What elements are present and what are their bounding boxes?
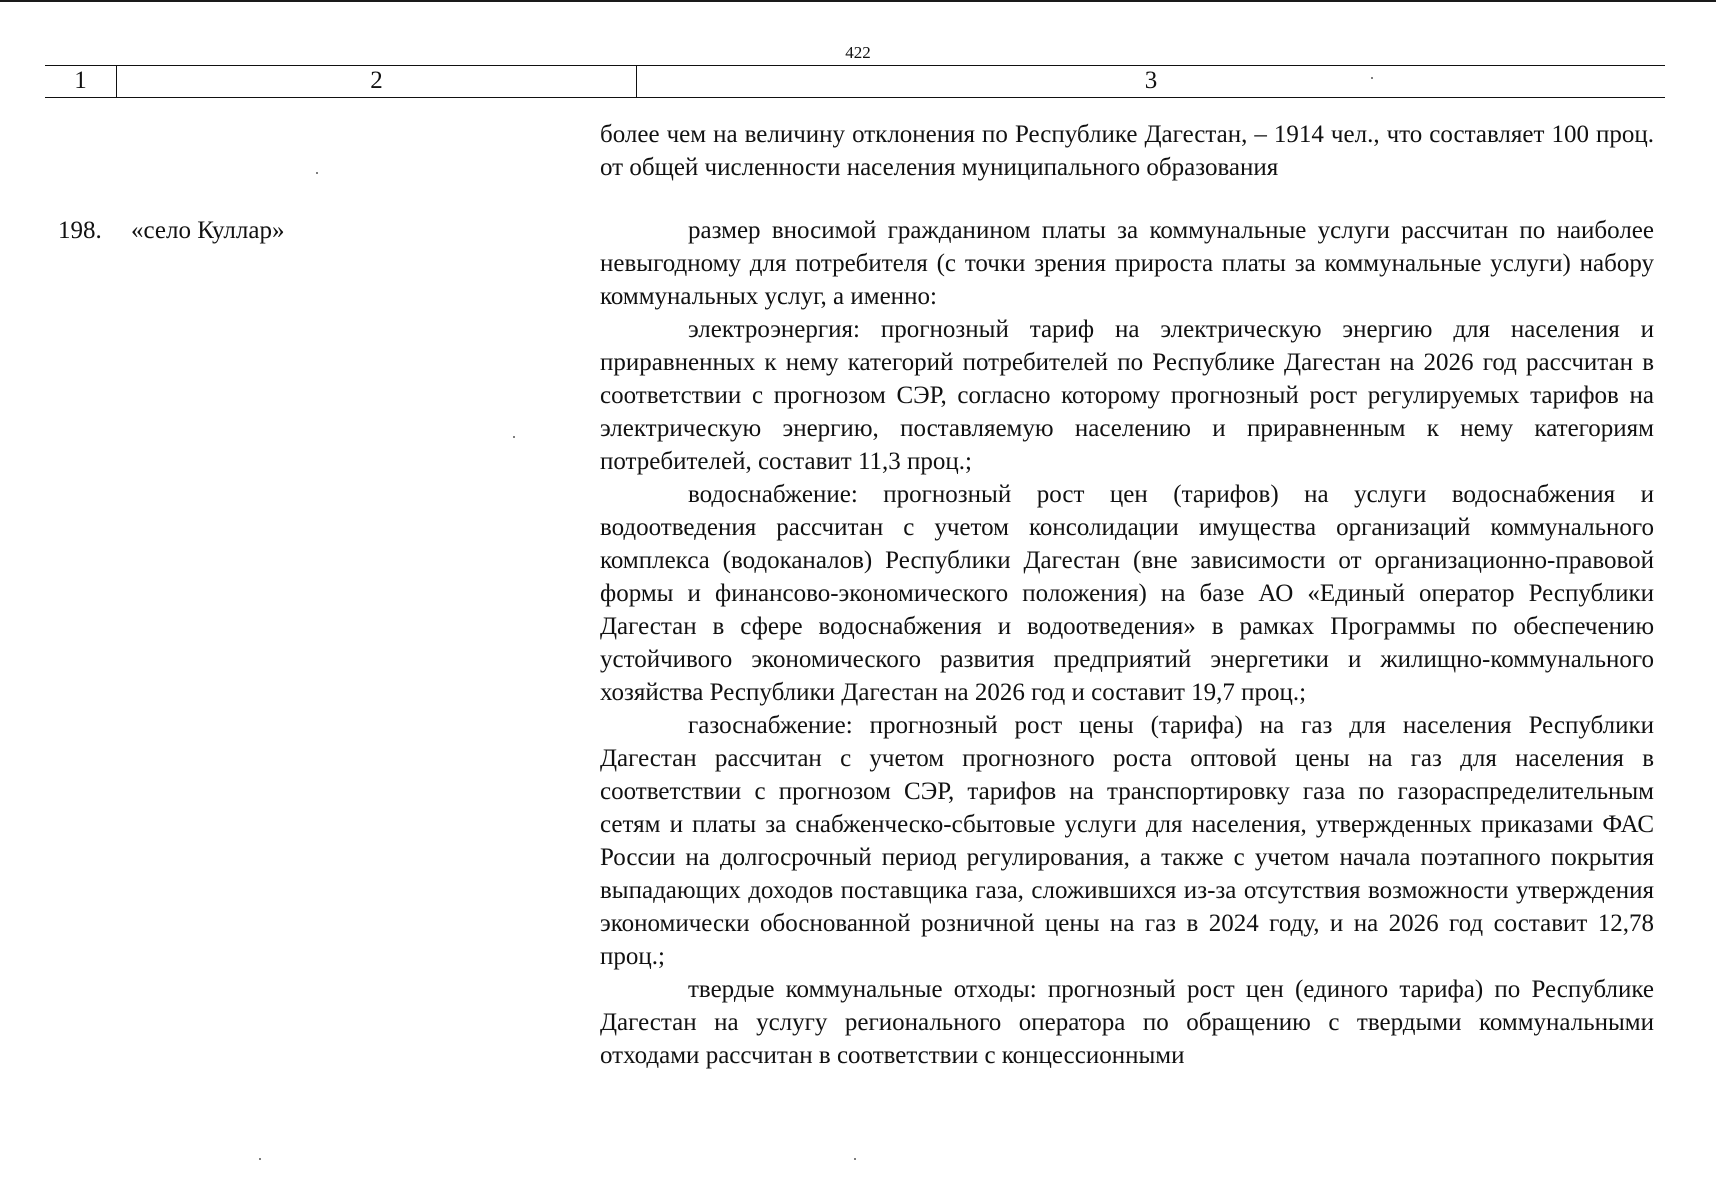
table-header-col-1: 1 [45,66,117,97]
paragraph-gas: газоснабжение: прогнозный рост цены (тарифа) на газ для населения Республики Дагестан рассчитан с учетом прогнозного роста оптовой цены на газ для населения в соответствии с прогнозом СЭР, тарифов на транспортировку газа по газораспределительным сетям и платы за снабженческо-сбытовые услуги для населения, утвержденных приказами ФАС России на долгосрочный период регулирования, а также с учетом начала поэтапного покрытия выпадающих доходов поставщика газа, сложившихся из-за отсутствия возможности утверждения экономически обоснованной розничной цены на газ в 2024 году, и на 2026 год составит 12,78 проц.; [600,712,1654,970]
scan-speck [259,1158,261,1160]
scan-speck [513,436,515,438]
scan-speck [1371,77,1373,79]
row-number: 198. [58,217,102,244]
table-header-row [45,65,1665,98]
paragraph-waste: твердые коммунальные отходы: прогнозный рост цен (единого тарифа) по Республике Дагестан на услугу регионального оператора по обращению с твердыми коммунальными отходами рассчитан в соответствии с концессионными [600,976,1654,1069]
scan-speck [316,172,318,174]
row-description [600,214,1654,1072]
page-number: 422 [845,43,871,62]
scan-edge-line [0,0,1716,2]
paragraph-water: водоснабжение: прогнозный рост цен (тарифов) на услуги водоснабжения и водоотведения рассчитан с учетом консолидации имущества организаций коммунального комплекса (водоканалов) Республики Дагестан (вне зависимости от организационно-правовой формы и финансово-экономического положения) на базе АО «Единый оператор Республики Дагестан в сфере водоснабжения и водоотведения» в рамках Программы по обеспечению устойчивого экономического развития предприятий энергетики и жилищно-коммунального хозяйства Республики Дагестан на 2026 год и составит 19,7 проц.; [600,481,1654,706]
scan-speck [854,1158,856,1160]
row-name: «село Куллар» [131,217,285,244]
paragraph-electricity: электроэнергия: прогнозный тариф на электрическую энергию для населения и приравненных к нему категорий потребителей по Республике Дагестан на 2026 год рассчитан в соответствии с прогнозом СЭР, согласно которому прогнозный рост регулируемых тарифов на электрическую энергию, поставляемую населению и приравненным к нему категориям потребителей, составит 11,3 проц.; [600,316,1654,475]
table-header-col-2: 2 [117,66,637,97]
continuation-text: более чем на величину отклонения по Республике Дагестан, – 1914 чел., что составляет 100 проц. от общей численности населения муниципального образования [600,121,1654,181]
table-header-col-3: 3 [1144,67,1158,94]
paragraph-intro: размер вносимой гражданином платы за коммунальные услуги рассчитан по наиболее невыгодному для потребителя (с точки зрения прироста платы за коммунальные услуги) набору коммунальных услуг, а именно: [600,217,1654,310]
continuation-paragraph [600,118,1654,184]
